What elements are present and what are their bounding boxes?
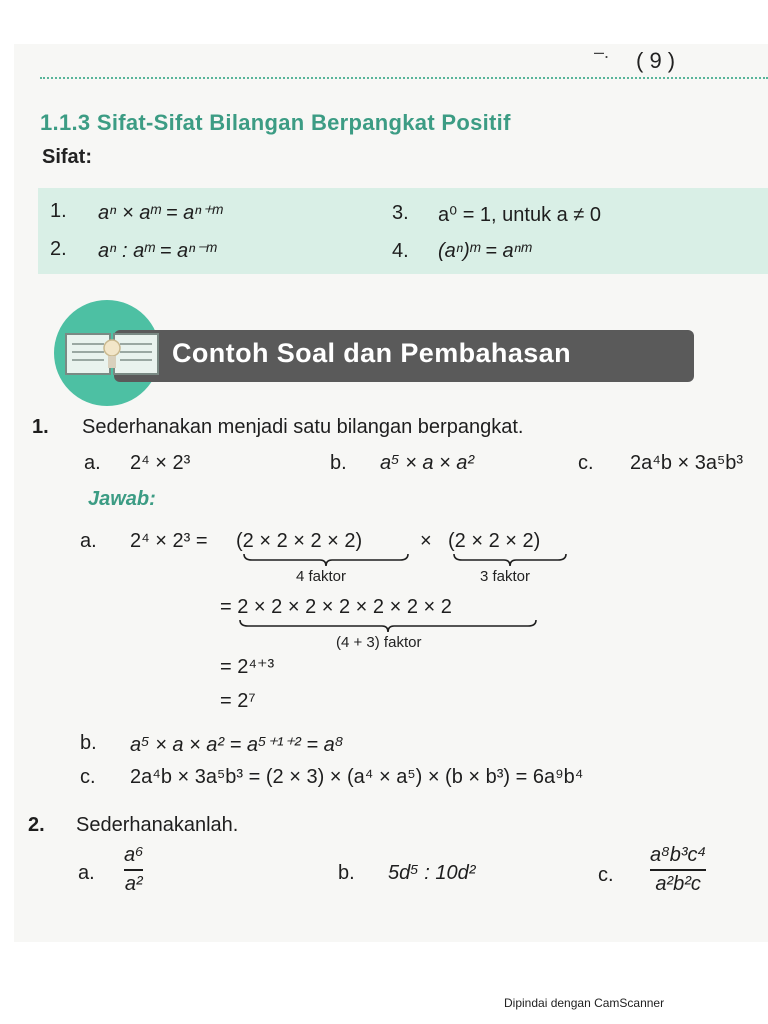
problem-1a-label: a. [84,452,101,474]
brace-group-2 [452,552,568,568]
page-header-dots: –. [594,44,610,62]
solution-a-left: 2⁴ × 2³ = [130,530,208,552]
property-4: (aⁿ)ᵐ = aⁿᵐ [438,240,531,262]
brace-1-label: 4 faktor [296,568,347,585]
solution-a-line-4: = 2⁷ [220,690,256,712]
solution-a-label: a. [80,530,97,552]
problem-2c-numerator: a⁸b³c⁴ [650,844,707,866]
scanner-watermark: Dipindai dengan CamScanner [504,996,665,1010]
problem-2a-label: a. [78,862,95,884]
properties-label: Sifat: [42,146,92,168]
problem-2-question: Sederhanakanlah. [76,814,239,836]
problem-2a-fraction [124,844,143,896]
property-1: aⁿ × aᵐ = aⁿ⁺ᵐ [98,202,223,224]
problem-2c-label: c. [598,864,614,886]
page-number: ( 9 ) [636,48,676,73]
answer-heading: Jawab: [88,488,156,510]
open-book-icon [62,326,162,391]
solution-a-group-1: (2 × 2 × 2 × 2) [236,530,363,552]
property-3-number: 3. [392,202,409,224]
problem-1a-expression: 2⁴ × 2³ [130,452,191,474]
problem-2b-expression: 5d⁵ : 10d² [388,862,476,884]
property-2-number: 2. [50,238,67,260]
section-title: 1.1.3 Sifat-Sifat Bilangan Berpangkat Positif [40,110,511,135]
solution-c-expression: 2a⁴b × 3a⁵b³ = (2 × 3) × (a⁴ × a⁵) × (b × b³) = 6a⁹b⁴ [130,766,584,788]
divider [40,77,768,79]
problem-2c-denominator: a²b²c [655,873,701,895]
brace-group-1 [242,552,410,568]
problem-1c-label: c. [578,452,594,474]
solution-a-group-2: (2 × 2 × 2) [448,530,541,552]
property-1-number: 1. [50,200,67,222]
problem-2c-fraction [650,844,706,896]
banner-title: Contoh Soal dan Pembahasan [172,338,571,368]
brace-3-label: (4 + 3) faktor [336,634,422,651]
problem-1-number: 1. [32,416,49,438]
solution-a-times: × [420,530,432,552]
problem-1b-label: b. [330,452,347,474]
solution-b-label: b. [80,732,97,754]
brace-2-label: 3 faktor [480,568,531,585]
problem-2a-numerator: a⁶ [124,844,144,866]
solution-b-expression: a⁵ × a × a² = a⁵⁺¹⁺² = a⁸ [130,734,344,756]
problem-2-number: 2. [28,814,45,836]
problem-2a-denominator: a² [124,873,143,895]
property-4-number: 4. [392,240,409,262]
property-2: aⁿ : aᵐ = aⁿ⁻ᵐ [98,240,216,262]
solution-a-line-2: = 2 × 2 × 2 × 2 × 2 × 2 × 2 [220,596,452,618]
property-3: a⁰ = 1, untuk a ≠ 0 [438,204,601,226]
problem-2b-label: b. [338,862,355,884]
problem-1-question: Sederhanakan menjadi satu bilangan berpangkat. [82,416,524,438]
scanned-page [14,44,768,942]
problem-1c-expression: 2a⁴b × 3a⁵b³ [630,452,744,474]
brace-group-3 [238,618,538,634]
problem-1b-expression: a⁵ × a × a² [380,452,475,474]
solution-c-label: c. [80,766,96,788]
solution-a-line-3: = 2⁴⁺³ [220,656,275,678]
